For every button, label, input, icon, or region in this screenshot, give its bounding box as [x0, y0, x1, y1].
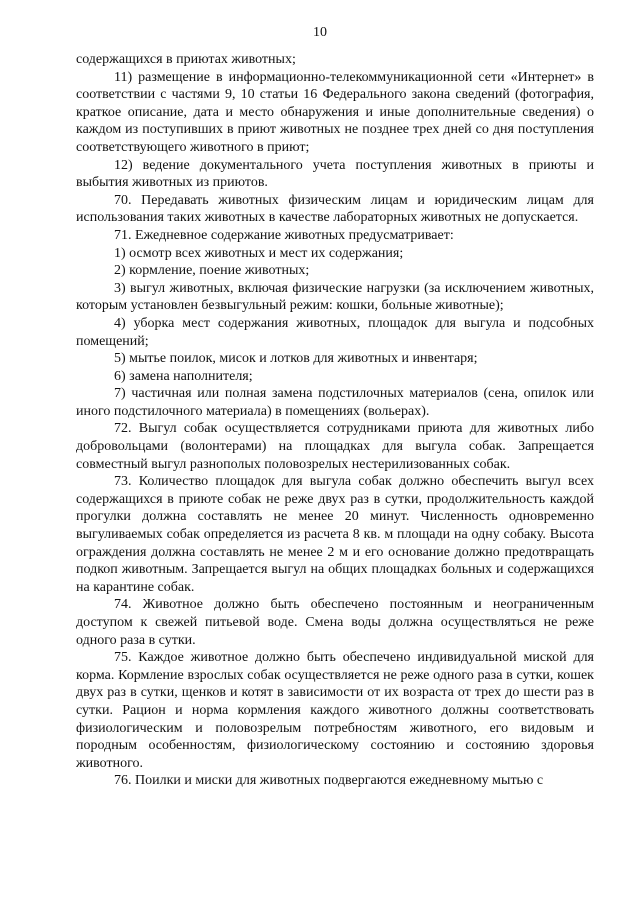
paragraph-71-item-3: 3) выгул животных, включая физические нагрузки (за исключением животных, которым установлен безвыгульный режим: кошки, больные животные);: [76, 280, 594, 314]
paragraph-71-item-7: 7) частичная или полная замена подстилочных материалов (сена, опилок или иного подстилочного материала) в помещениях (вольерах).: [76, 386, 594, 419]
paragraph-75: 75. Каждое животное должно быть обеспечено индивидуальной миской для корма. Кормление взрослых собак осуществляется не реже одного раза в сутки, кошек двух раз в сутки, щенков и котят в зависимости от их возраста от трех до шести раз в сутки. Рацион и норма кормления каждого животного должны соответствовать физиологическим и половозрелым потребностям животного, его видовым и породным особенностям, физиологическому состоянию и состоянию здоровья животного.: [76, 650, 594, 771]
paragraph-76: 76. Поилки и миски для животных подвергаются ежедневному мытью с: [114, 773, 544, 789]
paragraph-74: 74. Животное должно быть обеспечено постоянным и неограниченным доступом к свежей питьевой воде. Смена воды должна осуществляться не реже одного раза в сутки.: [76, 597, 594, 648]
paragraph-71-item-1: 1) осмотр всех животных и мест их содержания;: [114, 245, 404, 261]
paragraph-73: 73. Количество площадок для выгула собак должно обеспечить выгул всех содержащихся в приюте собак не реже двух раз в сутки, продолжительность каждой прогулки должна составлять не менее 20 минут. Численность одновременно выгуливаемых собак определяется из расчета 8 кв. м площади на одну собаку. Высота ограждения должна составлять не менее 2 м и его основание должно предотвращать подкоп животным. Запрещается выгул на общих площадках больных и содержащихся на карантине собак.: [76, 474, 594, 595]
paragraph-70: 70. Передавать животных физическим лицам и юридическим лицам для использования таких животных в качестве лабораторных животных не допускается.: [76, 192, 594, 226]
paragraph-71-item-2: 2) кормление, поение животных;: [114, 263, 310, 279]
paragraph-item-12: 12) ведение документального учета поступления животных в приюты и выбытия животных из приютов.: [76, 157, 594, 191]
paragraph-71-item-6: 6) замена наполнителя;: [114, 368, 253, 384]
paragraph-71-item-4: 4) уборка мест содержания животных, площадок для выгула и подсобных помещений;: [76, 315, 594, 349]
document-body: [76, 51, 594, 790]
page-number: 10: [313, 25, 327, 40]
paragraph-72: 72. Выгул собак осуществляется сотрудниками приюта для животных либо добровольцами (волонтерами) на площадках для выгула собак. Запрещается совместный выгул разнополых половозрелых нестерилизованных собак.: [76, 421, 594, 472]
paragraph-71: 71. Ежедневное содержание животных предусматривает:: [114, 227, 454, 243]
paragraph-continuation: содержащихся в приютах животных;: [76, 52, 296, 67]
paragraph-item-11: 11) размещение в информационно-телекоммуникационной сети «Интернет» в соответствии с частями 9, 10 статьи 16 Федерального закона сведений (фотография, краткое описание, дата и место обнаружения и иные дополнительные сведения) о каждом из поступивших в приют животных не позднее трех дней со дня поступления соответствующего животного в приют;: [76, 69, 594, 155]
paragraph-71-item-5: 5) мытье поилок, мисок и лотков для животных и инвентаря;: [114, 351, 478, 367]
